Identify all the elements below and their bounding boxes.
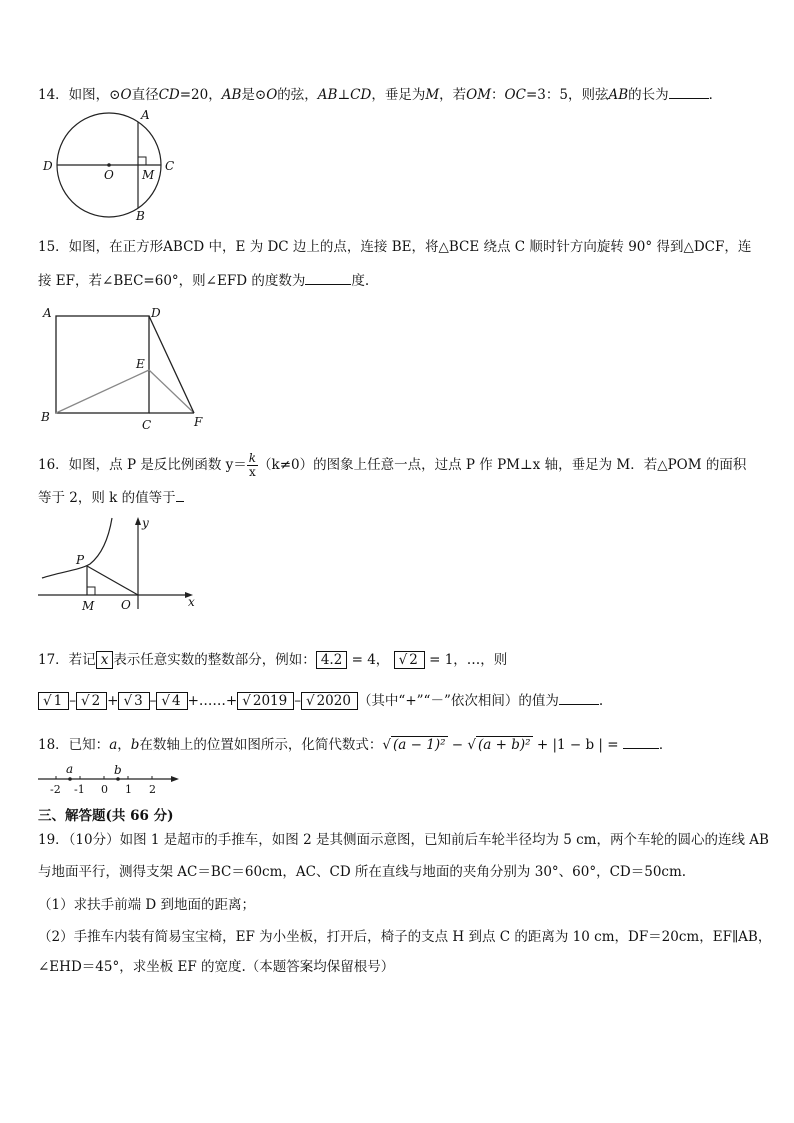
label-p: P <box>76 553 85 567</box>
label-a: a <box>66 762 74 776</box>
point-b <box>116 777 120 781</box>
label-e: E <box>136 357 145 371</box>
q19-line2: 与地面平行，测得支架 AC＝BC＝60cm，AC、CD 所在直线与地面的夹角分别为 30°、60°，CD＝50cm. <box>38 864 687 880</box>
k-over-x-fraction: $\frac{k}{x}$ <box>248 451 257 479</box>
tick-1: 1 <box>125 783 132 796</box>
section-heading: 三、解答题(共 66 分) <box>38 808 174 824</box>
q15-answer-blank[interactable] <box>305 270 351 285</box>
q18-number-line <box>38 762 188 796</box>
label-b: B <box>41 410 50 424</box>
label-y: y <box>142 516 149 530</box>
q16-line1: 16．如图，点 P 是反比例函数 y＝ $\frac{k}{x}$ （k≠0）的图象上任意一点，过点 P 作 PM⊥x 轴，垂足为 M．若△POM 的面积 <box>38 451 747 479</box>
tick--1: -1 <box>74 783 85 796</box>
q14-text: 14．如图，⊙O直径CD=20，AB是⊙O的弦，AB⊥CD，垂足为M，若OM：OC=3：5，则弦AB的长为 ． <box>38 84 722 104</box>
q15-line2: 接 EF，若∠BEC=60°，则∠EFD 的度数为 度. <box>38 270 369 290</box>
label-m: M <box>142 168 155 182</box>
q19-line1: 19．（10分）如图 1 是超市的手推车，如图 2 是其侧面示意图，已知前后车轮半径均为 5 cm，两个车轮的圆心的连线 AB <box>38 832 769 848</box>
q16-answer-blank[interactable] <box>176 487 184 502</box>
q19-line5: ∠EHD＝45°，求坐板 EF 的宽度.（本题答案均保留根号） <box>38 959 395 975</box>
number-line-arrow <box>171 776 179 782</box>
label-a: A <box>141 108 150 122</box>
hyperbola-curve <box>42 518 112 578</box>
tick-2: 2 <box>149 783 156 796</box>
right-angle-mark <box>138 157 146 165</box>
q19-line3: （1）求扶手前端 D 到地面的距离； <box>38 897 255 913</box>
q14-circle-figure <box>38 104 188 222</box>
label-c: C <box>142 418 152 432</box>
segment-ef <box>149 370 194 413</box>
q16-graph-figure <box>38 514 208 614</box>
q14-answer-blank[interactable] <box>669 84 709 99</box>
label-b: B <box>136 209 145 222</box>
q16-line2: 等于 2，则 k 的值等于 <box>38 487 184 507</box>
right-angle-mark <box>87 587 95 595</box>
q15-square-figure <box>38 302 208 434</box>
label-d: D <box>43 159 53 173</box>
q19-line4: （2）手推车内装有简易宝宝椅，EF 为小坐板，打开后，椅子的支点 H 到点 C 的距离为 10 cm，DF＝20cm，EF∥AB， <box>38 929 772 945</box>
center-point <box>107 163 111 167</box>
point-a <box>68 777 72 781</box>
tick-0: 0 <box>101 783 108 796</box>
label-b: b <box>114 763 122 777</box>
segment-df <box>149 316 194 413</box>
q17-answer-blank[interactable] <box>559 690 599 705</box>
q18-answer-blank[interactable] <box>623 734 659 749</box>
label-o: O <box>121 598 131 612</box>
label-m: M <box>82 599 95 613</box>
segment-be <box>56 370 149 413</box>
label-f: F <box>194 415 203 429</box>
label-c: C <box>165 159 175 173</box>
label-d: D <box>151 306 161 320</box>
q15-line1: 15．如图，在正方形ABCD 中，E 为 DC 边上的点，连接 BE，将△BCE 绕点 C 顺时针方向旋转 90° 得到△DCF，连 <box>38 239 752 255</box>
y-axis-arrow <box>135 517 141 525</box>
q18-line: 18．已知：a，b在数轴上的位置如图所示，化简代数式：√ (a − 1)² − √ (a + b)² + |1 − b | = ． <box>38 734 672 754</box>
label-a: A <box>43 306 52 320</box>
tick--2: -2 <box>50 783 61 796</box>
q17-line1: 17．若记 x 表示任意实数的整数部分，例如： 4.2 = 4， √ 2 = 1，…，则 <box>38 652 508 668</box>
label-o: O <box>104 168 114 182</box>
label-x: x <box>188 595 195 609</box>
q17-line2: √ 1 – √ 2 + √ 3 – √ 4 +……+ √ 2019 – √ 2020 （其中“+”“－”依次相间）的值为 . <box>38 690 603 710</box>
